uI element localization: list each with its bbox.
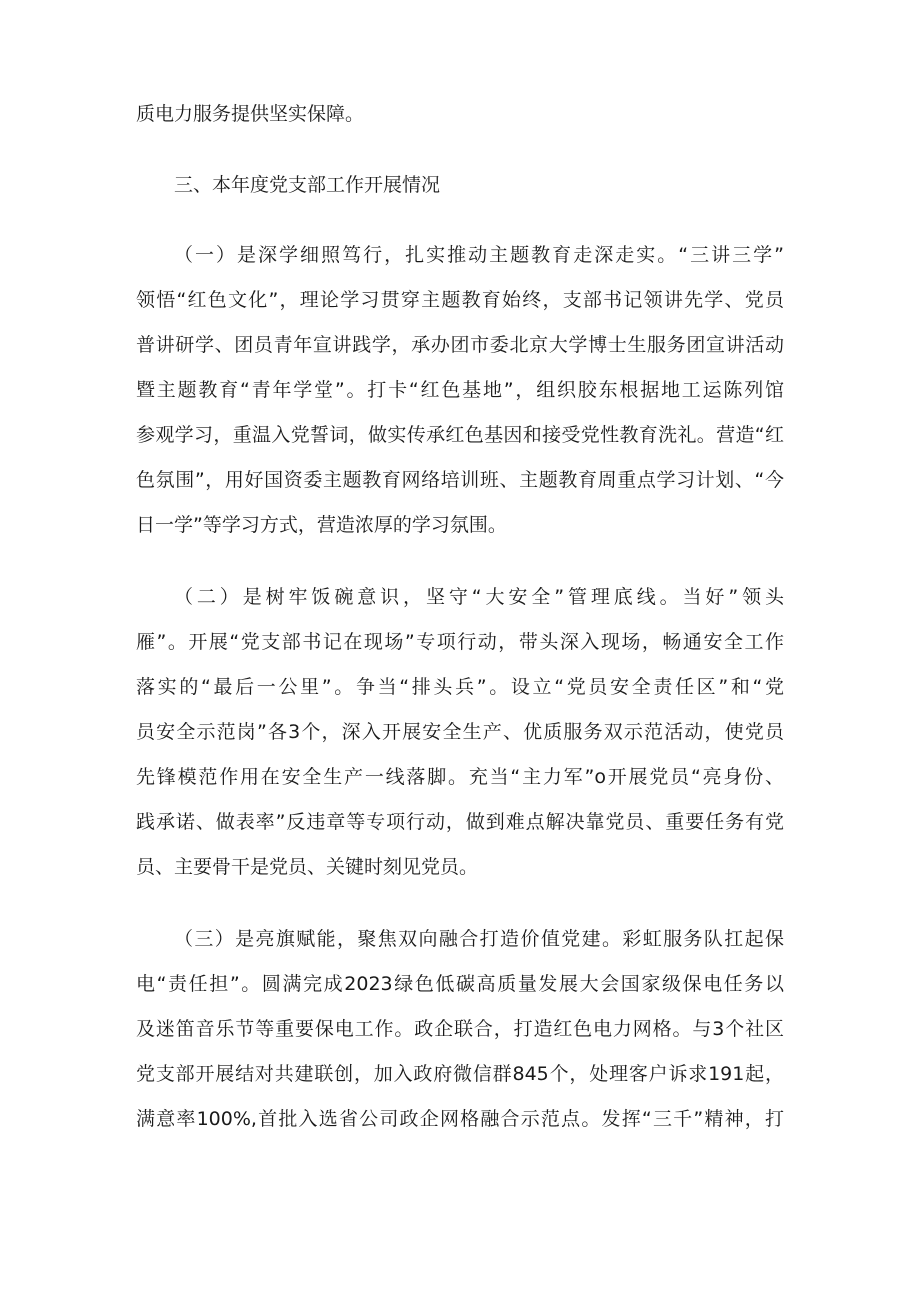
paragraph-line: 普讲研学、团员青年宣讲践学，承办团市委北京大学博士生服务团宣讲活动: [136, 334, 784, 356]
paragraph-line: 日一学”等学习方式，营造浓厚的学习氛围。: [136, 514, 507, 536]
paragraph-line: 色氛围”，用好国资委主题教育网络培训班、主题教育周重点学习计划、“今: [136, 469, 784, 491]
paragraph-line: 暨主题教育“青年学堂”。打卡“红色基地”，组织胶东根据地工运陈列馆: [136, 379, 784, 401]
paragraph-line: 电“责任担”。圆满完成2023绿色低碳高质量发展大会国家级保电任务以: [136, 973, 784, 995]
paragraph-line: 满意率100%,首批入选省公司政企网格融合示范点。发挥“三千”精神，打: [136, 1108, 784, 1130]
section-heading: 三、本年度党支部工作开展情况: [174, 174, 441, 196]
paragraph-line: 员安全示范岗”各3个，深入开展安全生产、优质服务双示范活动，使党员: [136, 721, 784, 743]
paragraph-line: 及迷笛音乐节等重要保电工作。政企联合，打造红色电力网格。与3个社区: [136, 1018, 784, 1040]
paragraph-line: （二）是树牢饭碗意识，坚守“大安全”管理底线。当好”领头: [174, 586, 784, 608]
paragraph-line: （一）是深学细照笃行，扎实推动主题教育走深走实。“三讲三学”: [174, 244, 784, 266]
paragraph-line: 领悟“红色文化”，理论学习贯穿主题教育始终，支部书记领讲先学、党员: [136, 289, 784, 311]
paragraph-line: 党支部开展结对共建联创，加入政府微信群845个，处理客户诉求191起，: [136, 1063, 784, 1085]
paragraph-line: 雁”。开展“党支部书记在现场”专项行动，带头深入现场，畅通安全工作: [136, 631, 784, 653]
paragraph-line: 质电力服务提供坚实保障。: [136, 103, 365, 125]
paragraph-line: 员、主要骨干是党员、关键时刻见党员。: [136, 856, 479, 878]
paragraph-line: 践承诺、做表率”反违章等专项行动，做到难点解决靠党员、重要任务有党: [136, 811, 784, 833]
paragraph-line: 先锋模范作用在安全生产一线落脚。充当“主力军”o开展党员“亮身份、: [136, 766, 784, 788]
paragraph-line: 参观学习，重温入党誓词，做实传承红色基因和接受党性教育洗礼。营造“红: [136, 424, 784, 446]
paragraph-line: 落实的“最后一公里”。争当“排头兵”。设立“党员安全责任区”和“党: [136, 676, 784, 698]
paragraph-line: （三）是亮旗赋能，聚焦双向融合打造价值党建。彩虹服务队扛起保: [174, 928, 784, 950]
